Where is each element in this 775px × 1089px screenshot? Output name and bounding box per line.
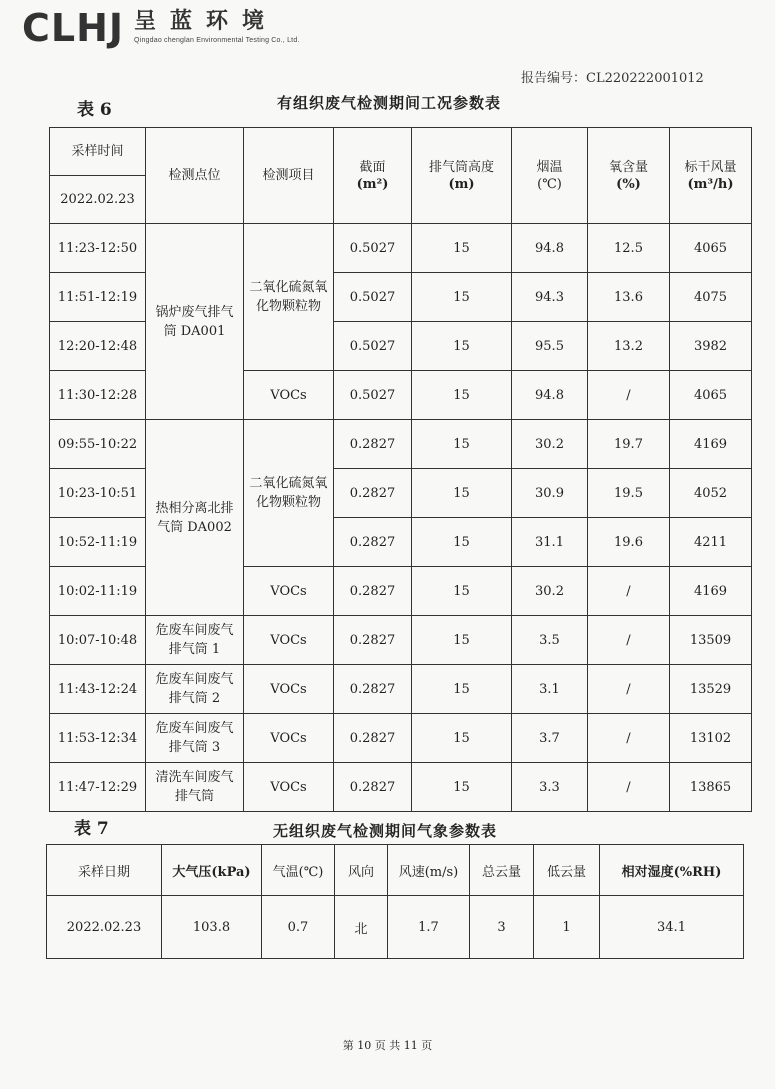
header-pressure: 大气压(kPa): [162, 845, 262, 896]
table-row: 11:30-12:28 VOCs 0.5027 15 94.8 / 4065: [50, 371, 752, 420]
working-condition-table: [49, 127, 752, 812]
header-humidity: 相对湿度(%RH): [600, 845, 744, 896]
table-row: 2022.02.23 103.8 0.7 北 1.7 3 1 34.1: [47, 896, 744, 959]
company-name-en: Qingdao chenglan Environmental Testing Co., Ltd.: [134, 37, 300, 44]
header-total-cloud: 总云量: [470, 845, 534, 896]
header-sample-date: 采样日期: [47, 845, 162, 896]
header-point: 检测点位: [146, 128, 244, 224]
header-stack-height: 排气筒高度 (m): [412, 128, 512, 224]
header-oxygen: 氧含量 (%): [588, 128, 670, 224]
table-row: 11:51-12:19 0.5027 15 94.3 13.6 4075: [50, 273, 752, 322]
table-row: 10:07-10:48 危废车间废气排气筒 1 VOCs 0.2827 15 3.5 / 13509: [50, 616, 752, 665]
table-row: 11:53-12:34 危废车间废气排气筒 3 VOCs 0.2827 15 3.7 / 13102: [50, 714, 752, 763]
point-thermal-da002: 热相分离北排气筒 DA002: [146, 420, 244, 616]
company-name-cn: 呈蓝环境: [134, 9, 279, 34]
table6-label: 表 6: [77, 100, 112, 120]
header-sample-time: 采样时间: [50, 128, 146, 176]
logo-mark: CLHJ: [22, 6, 125, 50]
table-row: 09:55-10:22 热相分离北排气筒 DA002 二氧化硫氮氧化物颗粒物 0.2827 15 30.2 19.7 4169: [50, 420, 752, 469]
weather-table: [46, 844, 744, 959]
header-wind-speed: 风速(m/s): [388, 845, 470, 896]
table-row: 11:47-12:29 清洗车间废气排气筒 VOCs 0.2827 15 3.3 / 13865: [50, 763, 752, 812]
table-row: 11:23-12:50 锅炉废气排气筒 DA001 二氧化硫氮氧化物颗粒物 0.5027 15 94.8 12.5 4065: [50, 224, 752, 273]
header-wind-direction: 风向: [335, 845, 388, 896]
header-temperature: 烟温 (℃): [512, 128, 588, 224]
header-air-temp: 气温(℃): [262, 845, 335, 896]
header-section: 截面 (m²): [334, 128, 412, 224]
table-row: 12:20-12:48 0.5027 15 95.5 13.2 3982: [50, 322, 752, 371]
page-number: 第 10 页 共 11 页: [342, 1039, 433, 1052]
table7-label: 表 7: [74, 819, 109, 839]
table6-title: 有组织废气检测期间工况参数表: [277, 94, 502, 112]
header-flow: 标干风量 (m³/h): [670, 128, 752, 224]
table-row: 10:52-11:19 0.2827 15 31.1 19.6 4211: [50, 518, 752, 567]
item-pollutants-2: 二氧化硫氮氧化物颗粒物: [244, 420, 334, 567]
company-logo: [22, 8, 300, 58]
item-pollutants-1: 二氧化硫氮氧化物颗粒物: [244, 224, 334, 371]
table-row: 11:43-12:24 危废车间废气排气筒 2 VOCs 0.2827 15 3.1 / 13529: [50, 665, 752, 714]
table-row: 10:02-11:19 VOCs 0.2827 15 30.2 / 4169: [50, 567, 752, 616]
header-low-cloud: 低云量: [534, 845, 600, 896]
header-item: 检测项目: [244, 128, 334, 224]
header-date: 2022.02.23: [50, 176, 146, 224]
report-number: 报告编号：CL220222001012: [521, 71, 704, 86]
table7-title: 无组织废气检测期间气象参数表: [273, 822, 498, 840]
point-boiler-da001: 锅炉废气排气筒 DA001: [146, 224, 244, 420]
table-row: 10:23-10:51 0.2827 15 30.9 19.5 4052: [50, 469, 752, 518]
